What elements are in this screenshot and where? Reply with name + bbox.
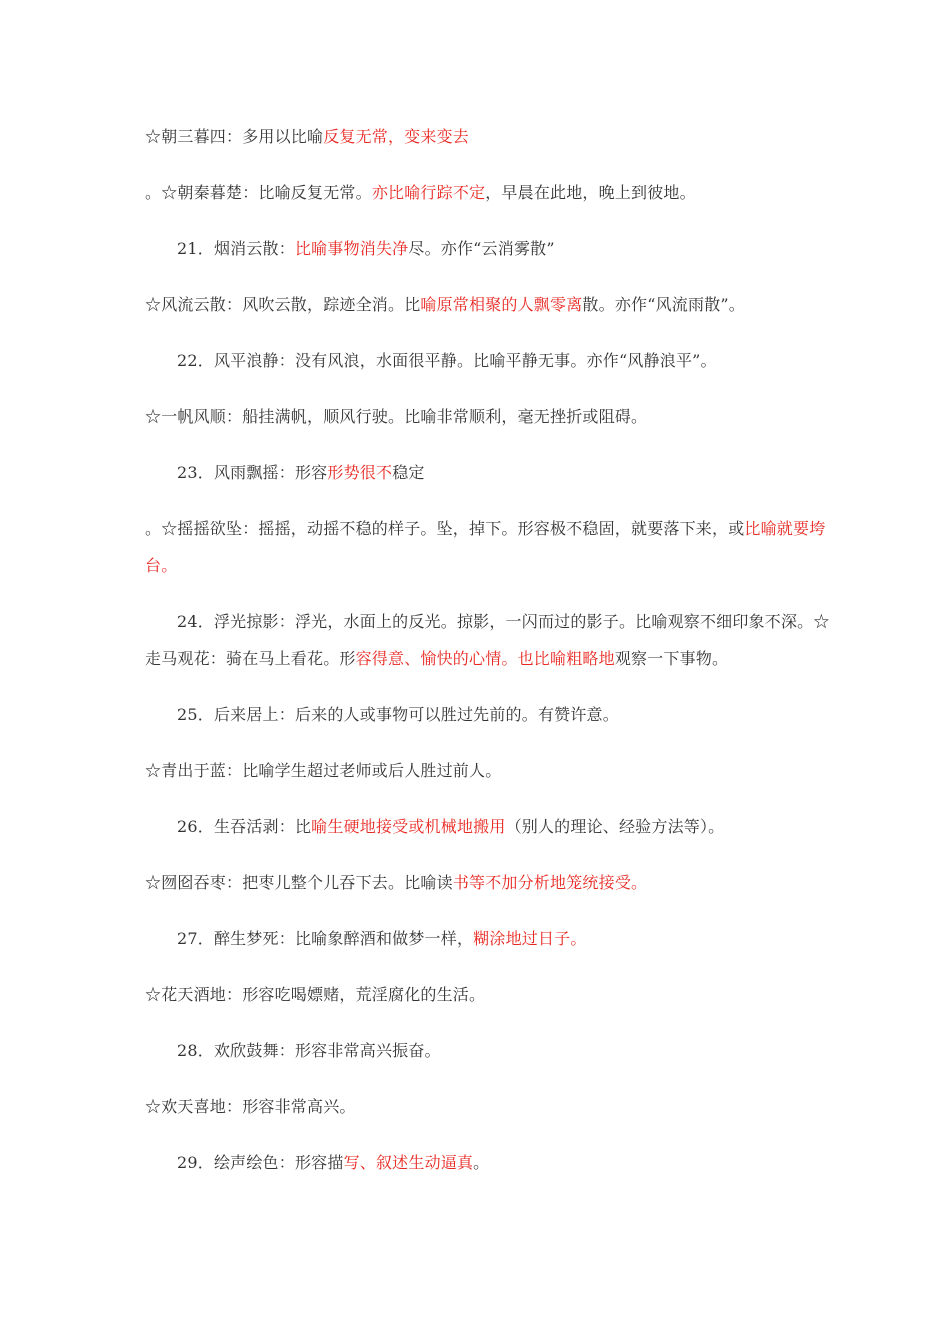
text-line-6 — [145, 407, 810, 427]
text-line-14 — [145, 817, 810, 837]
body-text: ☆青出于蓝：比喻学生超过老师或后人胜过前人。 — [145, 761, 502, 780]
highlighted-text: 台。 — [145, 556, 178, 575]
text-line-20 — [145, 1153, 810, 1173]
body-text: 稳定 — [392, 463, 425, 482]
text-line-10 — [145, 612, 830, 632]
body-text: 25．后来居上：后来的人或事物可以胜过先前的。有赞许意。 — [177, 705, 619, 724]
body-text: ☆欢天喜地：形容非常高兴。 — [145, 1097, 356, 1116]
text-line-1 — [145, 127, 810, 147]
body-text: 23．风雨飘摇：形容 — [177, 463, 328, 482]
body-text: 26．生吞活剥：比 — [177, 817, 312, 836]
body-text: ☆风流云散：风吹云散，踪迹全消。比 — [145, 295, 421, 314]
highlighted-text: 比喻事物消失净 — [294, 239, 409, 258]
highlighted-text: 书等不加分析地笼统接受。 — [452, 873, 648, 892]
body-text: 观察一下事物。 — [614, 649, 729, 668]
body-text: 24．浮光掠影：浮光，水面上的反光。掠影，一闪而过的影子。比喻观察不细印象不深。☆ — [177, 612, 830, 631]
text-line-7 — [145, 463, 810, 483]
body-text: 。 — [473, 1153, 490, 1172]
text-line-12 — [145, 705, 810, 725]
highlighted-text: 比喻就要垮 — [744, 519, 826, 538]
body-text: 。☆朝秦暮楚：比喻反复无常。 — [145, 183, 372, 202]
body-text: 走马观花：骑在马上看花。形 — [145, 649, 356, 668]
text-line-16 — [145, 929, 810, 949]
body-text: ，早晨在此地，晚上到彼地。 — [485, 183, 696, 202]
body-text: 29．绘声绘色：形容描 — [177, 1153, 344, 1172]
body-text: 21．烟消云散： — [177, 239, 295, 258]
text-line-8 — [145, 519, 826, 539]
text-line-19 — [145, 1097, 810, 1117]
text-line-15 — [145, 873, 810, 893]
body-text: ☆朝三暮四：多用以比喻 — [145, 127, 324, 146]
highlighted-text: 喻生硬地接受或机械地搬用 — [311, 817, 506, 836]
highlighted-text: 容得意、愉快的心情。也比喻粗略地 — [355, 649, 615, 668]
text-line-17 — [145, 985, 810, 1005]
highlighted-text: 糊涂地过日子。 — [473, 929, 587, 948]
highlighted-text: 喻原常相聚的人飘零离 — [420, 295, 583, 314]
body-text: 散。亦作“风流雨散”。 — [582, 295, 745, 314]
highlighted-text: 亦比喻行踪不定 — [371, 183, 486, 202]
body-text: 尽。亦作“云消雾散” — [408, 239, 555, 258]
body-text: ☆一帆风顺：船挂满帆，顺风行驶。比喻非常顺利，毫无挫折或阻碍。 — [145, 407, 648, 426]
text-line-3 — [145, 239, 810, 259]
body-text: 28．欢欣鼓舞：形容非常高兴振奋。 — [177, 1041, 441, 1060]
text-line-18 — [145, 1041, 810, 1061]
text-line-11 — [145, 649, 810, 669]
body-text: （别人的理论、经验方法等）。 — [505, 817, 725, 836]
body-text: ☆花天酒地：形容吃喝嫖赌，荒淫腐化的生活。 — [145, 985, 486, 1004]
body-text: 22．风平浪静：没有风浪，水面很平静。比喻平静无事。亦作“风静浪平”。 — [177, 351, 717, 370]
text-line-13 — [145, 761, 810, 781]
highlighted-text: 写、叙述生动逼真 — [343, 1153, 474, 1172]
highlighted-text: 反复无常，变来变去 — [323, 127, 470, 146]
body-text: ☆囫囵吞枣：把枣儿整个儿吞下去。比喻读 — [145, 873, 453, 892]
text-line-5 — [145, 351, 810, 371]
highlighted-text: 形势很不 — [327, 463, 393, 482]
body-text: 27．醉生梦死：比喻象醉酒和做梦一样， — [177, 929, 474, 948]
text-line-2 — [145, 183, 810, 203]
text-line-9 — [145, 556, 810, 576]
text-line-4 — [145, 295, 810, 315]
body-text: 。☆摇摇欲坠：摇摇，动摇不稳的样子。坠，掉下。形容极不稳固，就要落下来，或 — [145, 519, 745, 538]
